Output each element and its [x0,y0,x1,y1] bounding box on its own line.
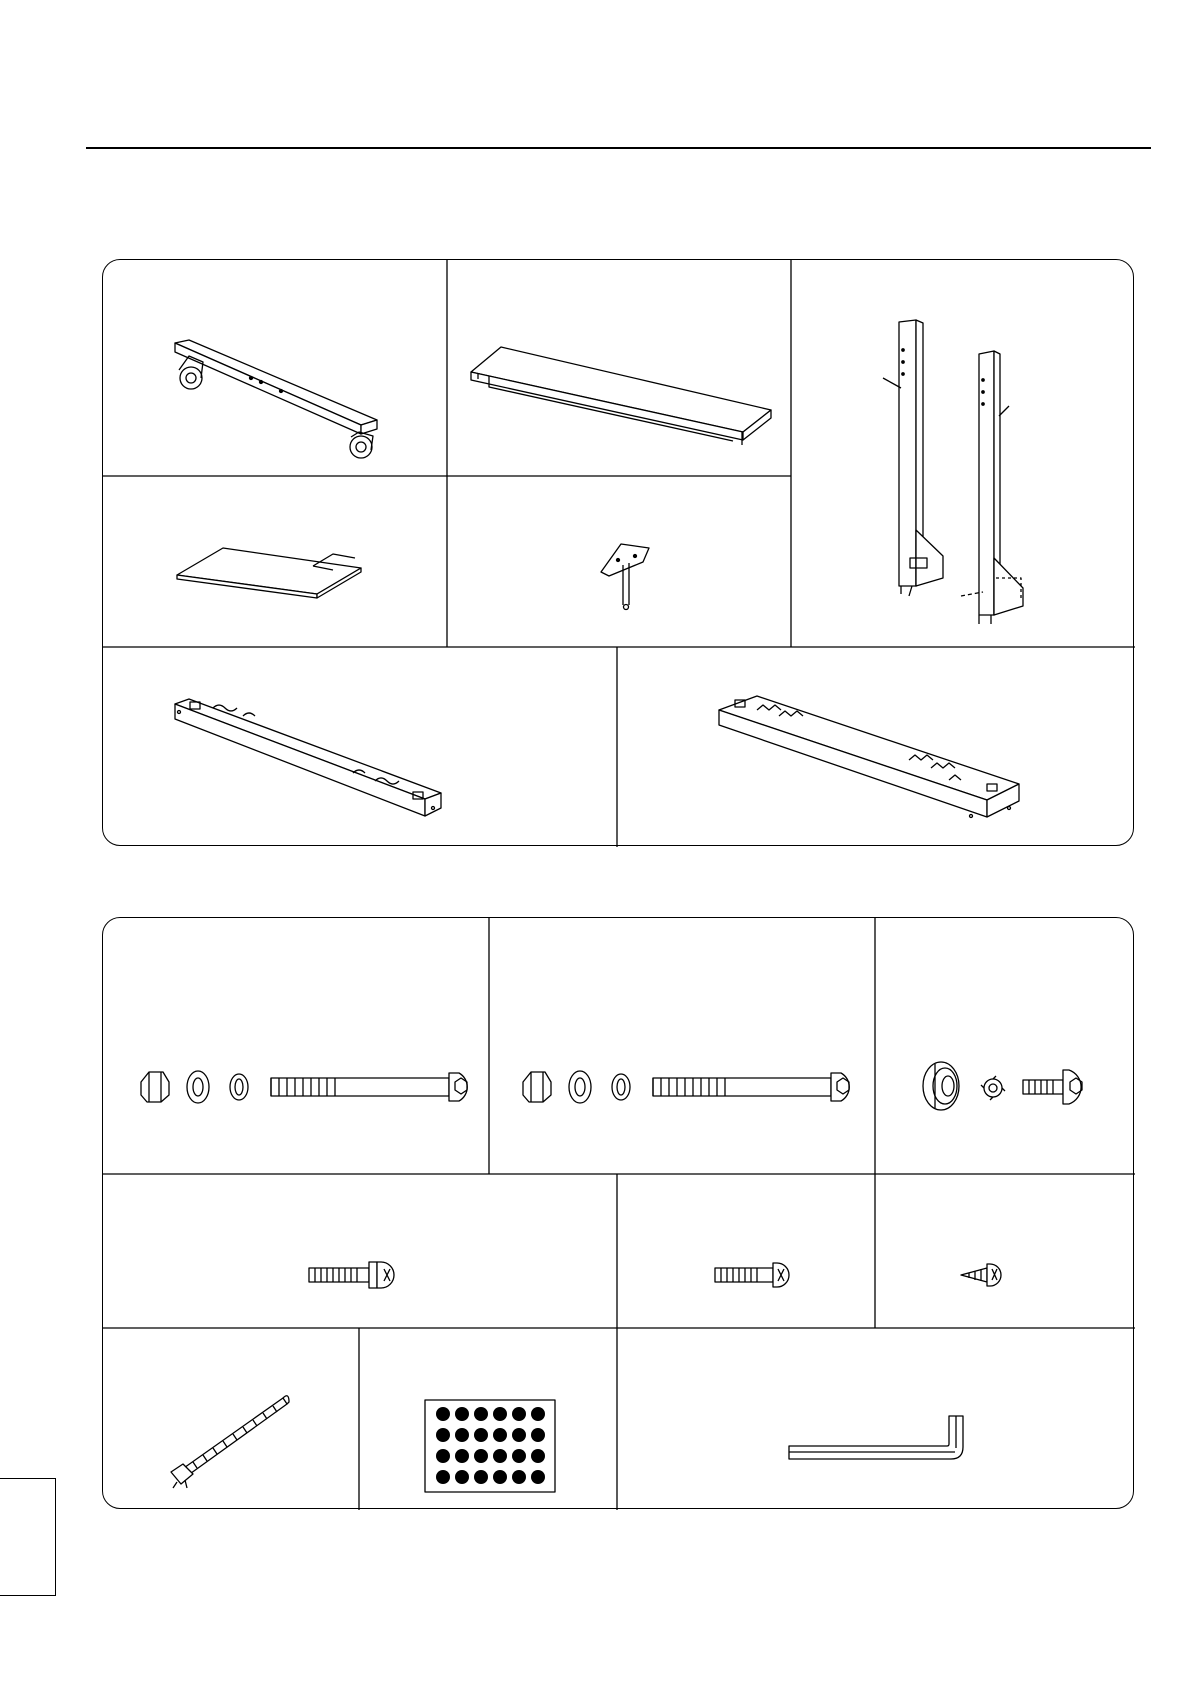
header-rule [86,147,1151,149]
cap-sheet-illustration [425,1400,555,1492]
long-bolt-set-a-illustration [141,1071,467,1103]
hardware-panel [102,917,1134,1509]
pan-head-screw-illustration [715,1263,789,1287]
lower-crossbar-illustration [175,699,441,816]
cable-tie-illustration [171,1396,289,1488]
hex-key-illustration [789,1416,963,1459]
upper-crossbar-illustration [719,696,1019,818]
stand-columns-illustration [883,320,1023,624]
base-with-casters-illustration [175,340,377,458]
base-plate-illustration [177,548,361,598]
section-tab [0,1478,56,1596]
parts-panel [102,259,1134,846]
long-bolt-set-b-illustration [523,1071,849,1103]
top-cover-illustration [471,347,771,445]
small-bracket-illustration [601,544,649,610]
flange-screw-illustration [309,1262,394,1288]
spacer-washer-bolt-set-illustration [923,1062,1082,1110]
tapping-screw-illustration [961,1264,1001,1286]
